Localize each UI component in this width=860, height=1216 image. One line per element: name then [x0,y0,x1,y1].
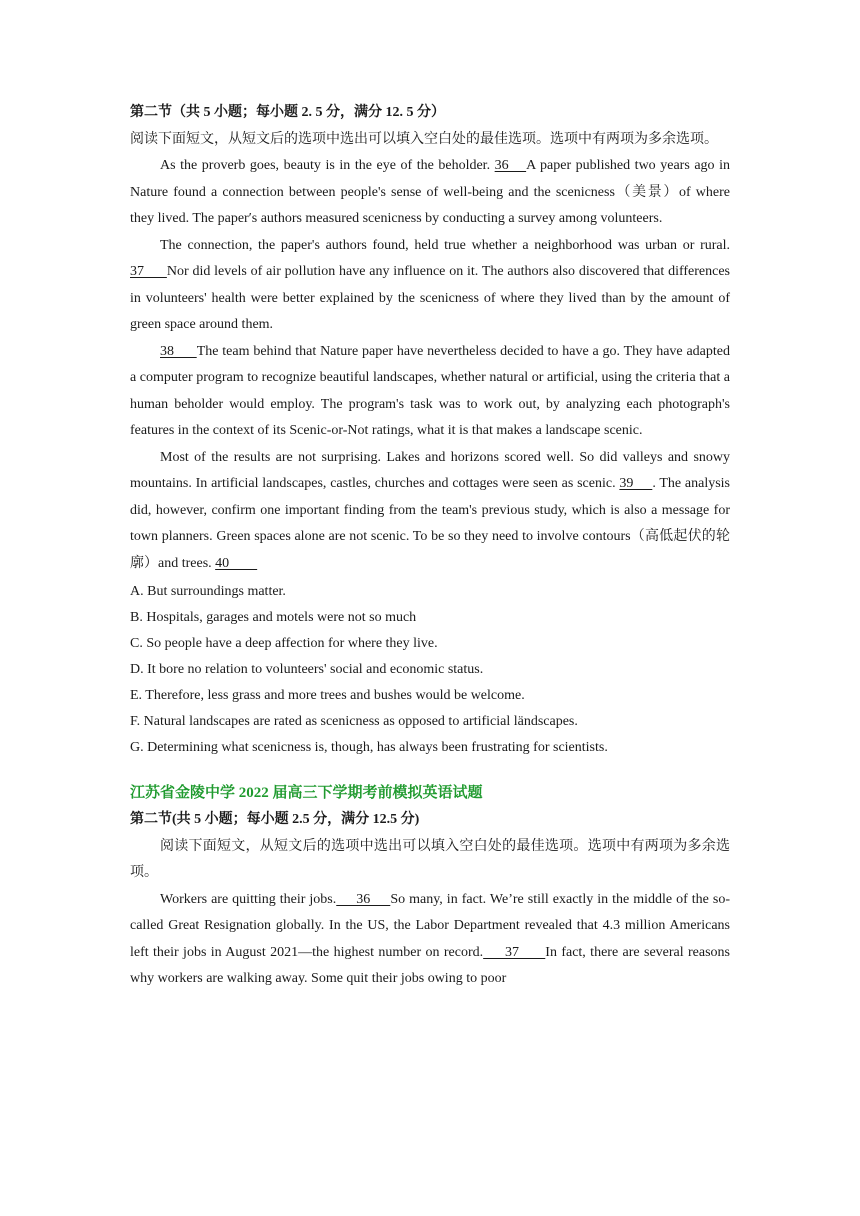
paragraph-text: The connection, the paper's authors found, held true whether a neighborhood was urban or rural. [160,237,730,253]
blank-40: 40 [215,555,258,571]
option-d: D. It bore no relation to volunteers' social and economic status. [130,662,484,677]
section-instruction: 阅读下面短文，从短文后的选项中选出可以填入空白处的最佳选项。选项中有两项为多余选项。 [130,131,718,147]
blank-37: 37 [130,264,167,279]
document-content [130,100,730,993]
option-a: A. But surroundings matter. [130,584,286,599]
passage-paragraph-4 [130,445,730,578]
section-instruction-2: 阅读下面短文，从短文后的选项中选出可以填入空白处的最佳选项。选项中有两项为多余选项。 [130,838,730,880]
paragraph-text: A paper published two years ago in Nature found a connection between people's sense of well-being and the scenicness（美景）of where they lived. The paper′s authors measured scenicness by conducting a survey among volunteers. [130,158,730,226]
passage-2-paragraph-1 [130,887,730,993]
section-title: 第二节（共 5 小题；每小题 2. 5 分，满分 12. 5 分） [130,105,445,120]
passage-paragraph-2 [130,233,730,339]
passage-paragraph-3 [130,339,730,445]
blank-37-second: 37 [483,944,546,960]
blank-39: 39 [619,476,653,491]
blank-38: 38 [160,343,197,359]
options-list [130,579,730,761]
paragraph-text: Nor did levels of air pollution have any influence on it. The authors also discovered that differences in volunteers' health were better explained by the scenicness of where they lived than by the amount of green space around them. [130,264,730,332]
option-b: B. Hospitals, garages and motels were not so much [130,610,417,625]
blank-36: 36 [494,158,527,173]
paragraph-text: Most of the results are not surprising. Lakes and horizons scored well. So did valleys and snowy mountains. In artificial landscapes, castles, churches and cottages were seen as scenic. [130,449,730,491]
exam-source-title: 江苏省金陵中学 2022 届高三下学期考前模拟英语试题 [130,785,483,801]
section-title-2: 第二节(共 5 小题；每小题 2.5 分，满分 12.5 分) [130,812,420,827]
option-f: F. Natural landscapes are rated as scenicness as opposed to artificial ländscapes. [130,714,578,729]
option-g: G. Determining what scenicness is, though, has always been frustrating for scientists. [130,740,608,755]
paragraph-text: . The analysis did, however, confirm one important finding from the team's previous study, which is also a message for town planners. Green spaces alone are not scenic. To be so they need to involve contours（高低起伏的轮廓）and trees. [130,476,731,571]
paragraph-text: The team behind that Nature paper have nevertheless decided to have a go. They have adapted a computer program to recognize beautiful landscapes, whether natural or artificial, using the criteria that a human beholder would employ. The program's task was to work out, by analyzing each photograph's features in the context of its Scenic-or-Not ratings, what it is that makes a landscape scenic. [130,343,730,438]
option-c: C. So people have a deep affection for where they live. [130,636,438,651]
option-e: E. Therefore, less grass and more trees and bushes would be welcome. [130,688,525,703]
paragraph-text: Workers are quitting their jobs. [160,891,337,907]
paragraph-text: In fact, there are several reasons why workers are walking away. Some quit their jobs owing to poor [130,944,730,986]
paragraph-text: As the proverb goes, beauty is in the eye of the beholder. [160,158,495,173]
blank-36-second: 36 [336,891,391,907]
passage-paragraph-1 [130,153,730,233]
paragraph-text: So many, in fact. We’re still exactly in the middle of the so-called Great Resignation globally. In the US, the Labor Department revealed that 4.3 million Americans left their jobs in August 2021—the highest number on record. [130,891,730,960]
